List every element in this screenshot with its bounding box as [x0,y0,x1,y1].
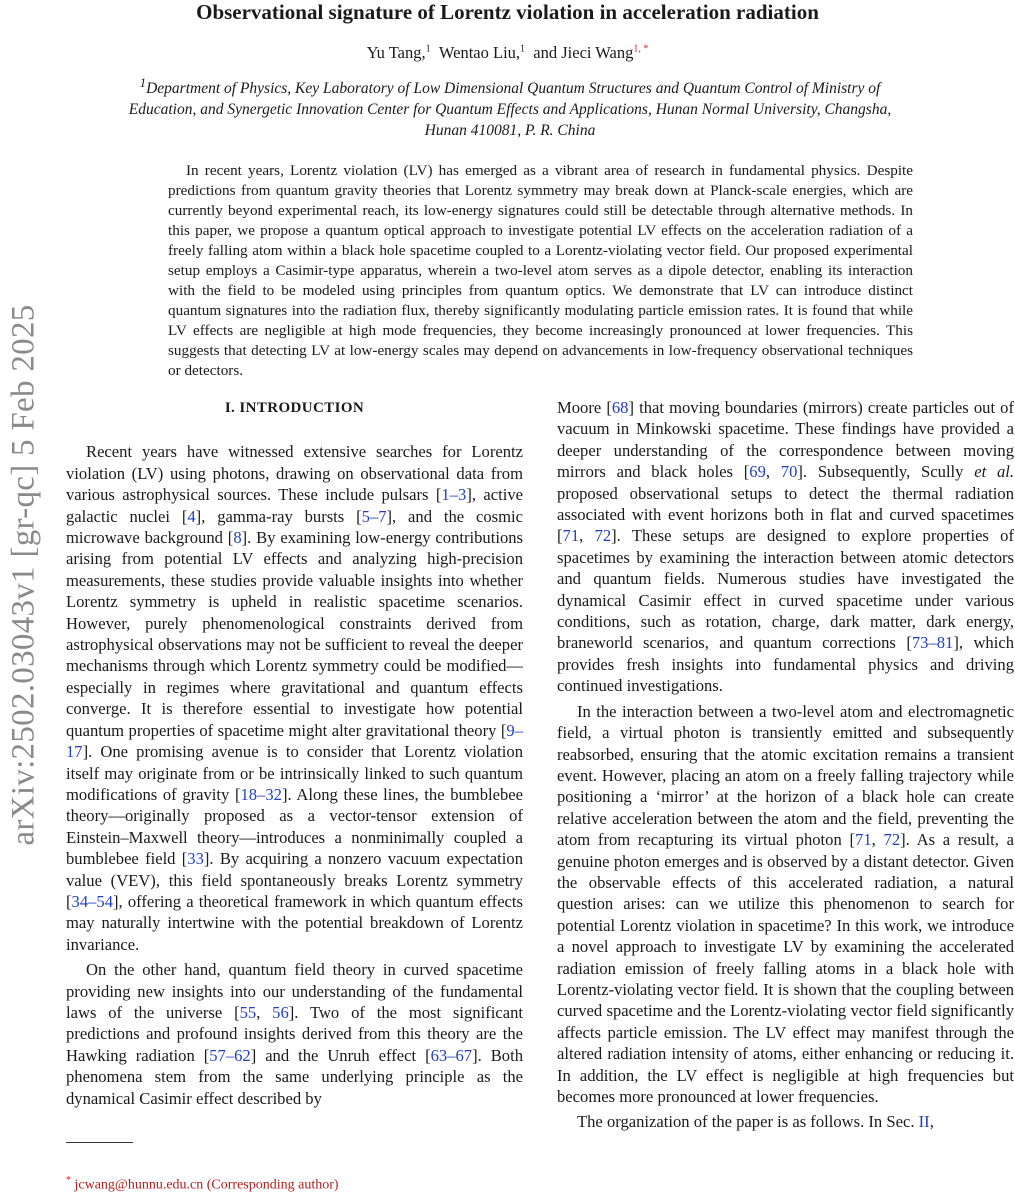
text-run: ]. Both phenomena stem from the same underlying principle as the dynamical Casimir effect described by [66,1045,523,1108]
footnote-divider [66,1142,133,1143]
footnote-marker: * [66,1175,71,1186]
text-run: ]. By acquiring a nonzero vacuum expectation value (VEV), this field spontaneously breaks Lorentz symmetry [ [66,849,523,911]
text-run: ] and the Unruh effect [ [250,1045,431,1065]
text-run: ], gamma-ray bursts [ [195,506,362,526]
paragraph [66,959,523,1109]
citation-link[interactable]: 71 [855,830,872,850]
text-run: , [929,1112,934,1132]
citation-link[interactable]: 73–81 [911,633,954,653]
text-run: ], and the cosmic microwave background [ [66,506,523,548]
affiliation-text: Department of Physics, Key Laboratory of Low Dimensional Quantum Structures and Quantum Control of Ministry of Education, and Synergetic Innovation Center for Quantum Effects and Applications, Hunan Normal University, Changsha, Hunan 410081, P. R. China [128,80,892,140]
arxiv-sidebar-stamp [2,250,46,900]
text-run: ], offering a theoretical framework in which quantum effects may naturally intertwine with the potential breakdown of Lorentz invariance. [66,891,523,954]
author-name: Wentao Liu, [438,43,521,62]
text-run: ]. Two of the most significant predictions and profound insights derived from this theory are the Hawking radiation [ [66,1002,523,1065]
text-run: ]. As a result, a genuine photon emerges and is observed by a distant detector. Given the observable effects of this accelerated radiation, a natural question arises: can we utilize this phenomenon to search for potential Lorentz violation in spacetime? In this work, we introduce a novel approach to investigate LV by examining the accelerated radiation emission of freely falling atoms in a black hole with Lorentz-violating vector field. It is shown that the coupling between curved spacetime and the Lorentz-violating vector field significantly affects particle emission. The LV effect may manifest through the altered radiation intensity of atoms, either enhancing or reducing it. In addition, the LV effect is negligible at high frequencies but becomes more pronounced at lower frequencies. [557,830,1014,1106]
citation-link[interactable]: 63–67 [430,1045,473,1065]
citation-link[interactable]: II [918,1112,930,1132]
text-run: , [256,1002,273,1022]
text-run: The organization of the paper is as follows. In Sec. [577,1112,919,1132]
author-affiliation-marker: 1 [520,43,526,55]
paragraph [557,1111,1014,1132]
right-column [557,397,1014,1133]
author-name: and Jieci Wang [533,43,634,62]
text-run: ]. By examining low-energy contributions arising from potential LV effects and analyzing high-precision measurements, these studies provide valuable insights into whether Lorentz symmetry is upheld in realistic spacetime scenarios. However, purely phenomenological constraints derived from astrophysical observations may not be sufficient to reveal the deeper mechanisms through which Lorentz symmetry could be modified—especially in regimes where gravitational and quantum effects converge. It is therefore essential to investigate how potential quantum properties of spacetime might alter gravitational theory [ [66,528,523,740]
text-run: ], active galactic nuclei [ [66,485,523,526]
paragraph [66,441,523,955]
citation-link[interactable]: 9–17 [66,720,523,762]
corresponding-email-link[interactable]: jcwang@hunnu.edu.cn (Corresponding author) [74,1177,339,1193]
citation-link[interactable]: 4 [187,506,196,526]
abstract: In recent years, Lorentz violation (LV) has emerged as a vibrant area of research in fundamental physics. Despite predictions from quantum gravity theories that Lorentz symmetry may break down at Planck-scale energies, which are currently beyond experimental reach, its low-energy signatures could still be detectable through alternative methods. In this paper, we propose a quantum optical approach to investigate potential LV effects on the acceleration radiation of a freely falling atom within a black hole spacetime coupled to a Lorentz-violating vector field. Our proposed experimental setup employs a Casimir-type apparatus, wherein a two-level atom serves as a dipole detector, enabling its interaction with the field to be modeled using principles from quantum optics. We demonstrate that LV can introduce distinct quantum signatures into the radiation flux, thereby significantly modulating particle emission rates. It is found that while LV effects are negligible at high mode frequencies, they become increasingly pronounced at lower frequencies. This suggests that detecting LV at low-energy scales may depend on advancements in low-frequency observational techniques or detectors. [168,162,913,380]
text-run: , [765,462,781,482]
italic-text: et al. [974,462,1014,482]
citation-link[interactable]: 71 [562,526,580,546]
text-run: In the interaction between a two-level atom and electromagnetic field, a virtual photon is transiently emitted and subsequently reabsorbed, ensuring that the atomic excitation remains a transient event. However, placing an atom on a freely falling trajectory while positioning a ‘mirror’ at the horizon of a black hole can create relative acceleration between the atom and the field, preventing the atom from recapturing its virtual photon [ [557,701,1014,850]
text-run: ]. One promising avenue is to consider that Lorentz violation itself may originate from or be intrinsically linked to such quantum modifications of gravity [ [66,742,523,804]
citation-link[interactable]: 18–32 [240,784,282,804]
citation-link[interactable]: 55 [239,1002,257,1022]
citation-link[interactable]: 1–3 [441,485,467,505]
citation-link[interactable]: 57–62 [209,1045,251,1065]
paragraph [557,397,1014,697]
affiliation-marker: 1 [139,75,147,90]
left-column [66,398,523,1109]
citation-link[interactable]: 34–54 [71,891,114,911]
text-run: Moore [ [557,398,612,417]
text-run: , [579,526,595,546]
text-run: ] that moving boundaries (mirrors) create particles out of vacuum in Minkowski spacetime. These findings have provided a deeper understanding of the correspondence between moving mirrors and black holes [ [557,398,1014,482]
citation-link[interactable]: 56 [272,1002,289,1022]
text-run: ]. Subsequently, Scully [797,462,975,482]
text-run: ]. Along these lines, the bumblebee theory—originally proposed as a vector-tensor extension of Einstein–Maxwell theory—introduces a nonminimally coupled a bumblebee field [ [66,784,523,869]
citation-link[interactable]: 8 [233,528,242,548]
text-run: , [871,830,884,850]
footnote [66,1175,339,1194]
citation-link[interactable]: 33 [187,849,204,869]
text-run: On the other hand, quantum field theory in curved spacetime providing new insights into our understanding of the fundamental laws of the universe [ [66,960,523,1022]
citation-link[interactable]: 68 [611,398,629,417]
paper-title: Observational signature of Lorentz violation in acceleration radiation [196,0,819,24]
author-list [0,43,1015,63]
text-run: proposed observational setups to detect the thermal radiation associated with event horizons both in flat and curved spacetimes [ [557,483,1014,546]
citation-link[interactable]: 69 [749,462,766,482]
author-affiliation-marker: 1 [425,43,431,55]
text-run: ]. These setups are designed to explore properties of spacetimes by examining the interaction between atomic detectors and quantum fields. Numerous studies have investigated the dynamical Casimir effect in curved spacetime under various conditions, such as rotation, charge, dark matter, dark energy, braneworld scenarios, and quantum corrections [ [557,526,1014,653]
citation-link[interactable]: 5–7 [361,506,387,526]
section-heading: I. INTRODUCTION [224,400,365,416]
affiliation [120,72,900,141]
author-name: Yu Tang, [366,43,426,62]
author-affiliation-marker[interactable]: 1, * [633,43,649,55]
citation-link[interactable]: 70 [780,462,798,482]
paragraph [557,701,1014,1108]
citation-link[interactable]: 72 [883,830,901,850]
citation-link[interactable]: 72 [594,526,612,546]
text-run: Recent years have witnessed extensive searches for Lorentz violation (LV) using photons, drawing on observational data from various astrophysical sources. These include pulsars [ [66,442,523,505]
text-run: ], which provides fresh insights into fundamental physics and driving continued investigations. [557,633,1014,696]
arxiv-identifier: arXiv:2502.03043v1 [gr-qc] 5 Feb 2025 [5,304,42,846]
